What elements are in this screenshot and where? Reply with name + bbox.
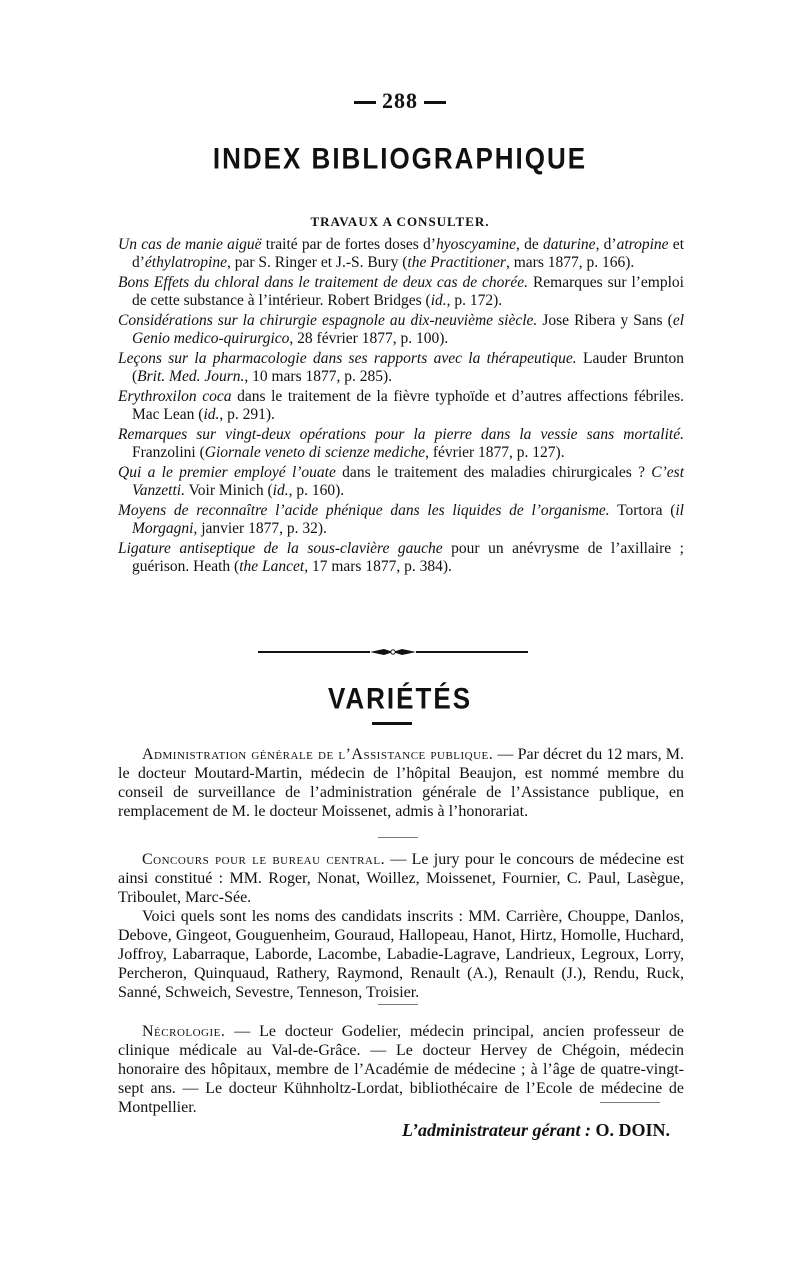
page-number-dash-right	[424, 101, 446, 104]
reference-italic-text: Considérations sur la chirurgie espagnole au dix-neuvième siècle.	[118, 312, 538, 329]
reference-italic-text: Remarques sur vingt-deux opérations pour la pierre dans la vessie sans mortalité.	[118, 426, 684, 443]
reference-text: Voir Minich (	[184, 482, 273, 499]
news-body: — Le jury pour le concours de médecine est ainsi constitué : MM. Roger, Nonat, Woillez, Moissenet, Fournier, C. Paul, Lasègue, Triboulet, Marc-Sée.	[118, 851, 685, 906]
reference-italic-text: atropine	[616, 236, 669, 253]
reference-text: , 10 mars 1877, p. 285).	[244, 368, 393, 385]
reference-text: , mars 1877, p. 166).	[505, 254, 635, 271]
reference-italic-text: id.	[430, 292, 447, 309]
reference-entry	[118, 236, 684, 272]
reference-text: , d’	[595, 236, 617, 253]
reference-text: dans le traitement des maladies chirurgicales ?	[335, 464, 652, 481]
signature-label: L’administrateur gérant :	[401, 1120, 591, 1140]
index-subheading: TRAVAUX A CONSULTER.	[310, 214, 490, 229]
reference-text: Lauder Brunton (	[132, 350, 684, 385]
reference-italic-text: Leçons sur la pharmacologie dans ses rapports avec la thérapeutique.	[118, 350, 577, 367]
separator-rule	[378, 837, 418, 838]
news-heading: Concours pour le bureau central.	[142, 851, 386, 868]
reference-text: et d’	[132, 236, 684, 271]
reference-text: Remarques sur l’emploi de cette substance à l’intérieur. Robert Bridges (	[132, 274, 684, 309]
news-body: — Par décret du 12 mars, M. le docteur Moutard-Martin, médecin de l’hôpital Beaujon, est nommé membre du conseil de surveillance de l’administration générale de l’Assistance publique, en remplacement de M. le docteur Moissenet, admis à l’honorariat.	[118, 746, 684, 820]
reference-text: dans le traitement de la fièvre typhoïde et d’autres affections fébriles. Mac Lean (	[132, 388, 684, 423]
reference-italic-text: the Lancet	[239, 558, 305, 575]
varietes-rule	[372, 722, 412, 725]
reference-entry	[118, 540, 684, 576]
reference-text: pour un anévrysme de l’axillaire ; guérison. Heath (	[132, 540, 684, 575]
reference-italic-text: Qui a le premier employé l’ouate	[118, 464, 336, 481]
varietes-title: VARIÉTÉS	[327, 680, 473, 716]
reference-entry	[118, 426, 684, 462]
reference-italic-text: il Morgagni	[132, 502, 684, 537]
reference-entry	[118, 350, 684, 386]
reference-text: , par S. Ringer et J.-S. Bury (	[227, 254, 408, 271]
reference-entry	[118, 312, 684, 348]
page-number-dash-left	[354, 101, 376, 104]
reference-text: , janvier 1877, p. 32).	[193, 520, 327, 537]
reference-text: Franzolini (	[132, 444, 205, 461]
news-body-candidates: Voici quels sont les noms des candidats inscrits : MM. Carrière, Chouppe, Danlos, Debove, Gingeot, Gouguenheim, Gouraud, Hallopeau, Hanot, Hirtz, Homolle, Huchard, Joffroy, Labarraque, Laborde, Lacombe, Labadie-Lagrave, Landrieux, Legroux, Lorry, Percheron, Quinquaud, Rathery, Raymond, Renault (A.), Renault (J.), Rendu, Ruck, Sanné, Schweich, Sevestre, Tenneson, Troisier.	[118, 908, 684, 1001]
reference-italic-text: daturine	[543, 236, 596, 253]
reference-italic-text: the Practitioner	[407, 254, 506, 271]
reference-italic-text: Brit. Med. Journ.	[137, 368, 245, 385]
reference-italic-text: Erythroxilon coca	[118, 388, 232, 405]
separator-rule	[378, 1004, 418, 1005]
divider-ornament	[370, 648, 416, 656]
reference-text: traité par de fortes doses d’	[261, 236, 436, 253]
reference-list	[118, 236, 684, 578]
reference-italic-text: Un cas de manie aiguë	[118, 236, 262, 253]
reference-italic-text: Ligature antiseptique de la sous-clavière gauche	[118, 540, 443, 557]
news-heading: Administration générale de l’Assistance publique.	[142, 746, 494, 763]
news-heading: Nécrologie.	[142, 1023, 226, 1040]
reference-entry	[118, 502, 684, 538]
reference-text: Tortora (	[609, 502, 676, 519]
signature-name: O. DOIN.	[595, 1120, 670, 1140]
reference-text: , p. 160).	[288, 482, 345, 499]
index-title: INDEX BIBLIOGRAPHIQUE	[212, 140, 588, 176]
reference-italic-text: C’est Vanzetti.	[132, 464, 684, 499]
news-item-concours	[118, 850, 684, 1002]
reference-italic-text: Bons Effets du chloral dans le traitement de deux cas de chorée.	[118, 274, 529, 291]
reference-italic-text: id.	[272, 482, 289, 499]
reference-italic-text: éthylatropine	[144, 254, 227, 271]
reference-entry	[118, 274, 684, 310]
reference-italic-text: Moyens de reconnaître l’acide phénique dans les liquides de l’organisme.	[118, 502, 610, 519]
reference-entry	[118, 388, 684, 424]
reference-text: , février 1877, p. 127).	[425, 444, 565, 461]
divider-line-right	[416, 651, 528, 653]
reference-entry	[118, 464, 684, 500]
page-number	[0, 88, 800, 114]
separator-rule	[600, 1102, 660, 1103]
ornamental-divider	[258, 648, 528, 656]
reference-text: , de	[516, 236, 544, 253]
news-body: — Le docteur Godelier, médecin principal, ancien professeur de clinique médicale au Val-de-Grâce. — Le docteur Hervey de Chégoin, médecin honoraire des hôpitaux, membre de l’Académie de médecine ; à l’âge de quatre-vingt-sept ans. — Le docteur Kühnholtz-Lordat, bibliothécaire de l’Ecole de médecine de Montpellier.	[118, 1023, 684, 1116]
signature	[370, 1120, 670, 1141]
reference-text: , p. 291).	[219, 406, 275, 423]
reference-text: , 28 février 1877, p. 100).	[289, 330, 449, 347]
reference-text: Jose Ribera y Sans (	[537, 312, 673, 329]
reference-text: , p. 172).	[446, 292, 503, 309]
reference-italic-text: el Genio medico-quirurgico	[132, 312, 685, 347]
news-item-assistance	[118, 745, 684, 821]
divider-line-left	[258, 651, 370, 653]
reference-italic-text: Giornale veneto di scienze mediche	[204, 444, 426, 461]
reference-italic-text: hyoscyamine	[435, 236, 517, 253]
reference-text: , 17 mars 1877, p. 384).	[304, 558, 452, 575]
page-number-text: 288	[382, 88, 418, 113]
reference-italic-text: id.	[203, 406, 220, 423]
